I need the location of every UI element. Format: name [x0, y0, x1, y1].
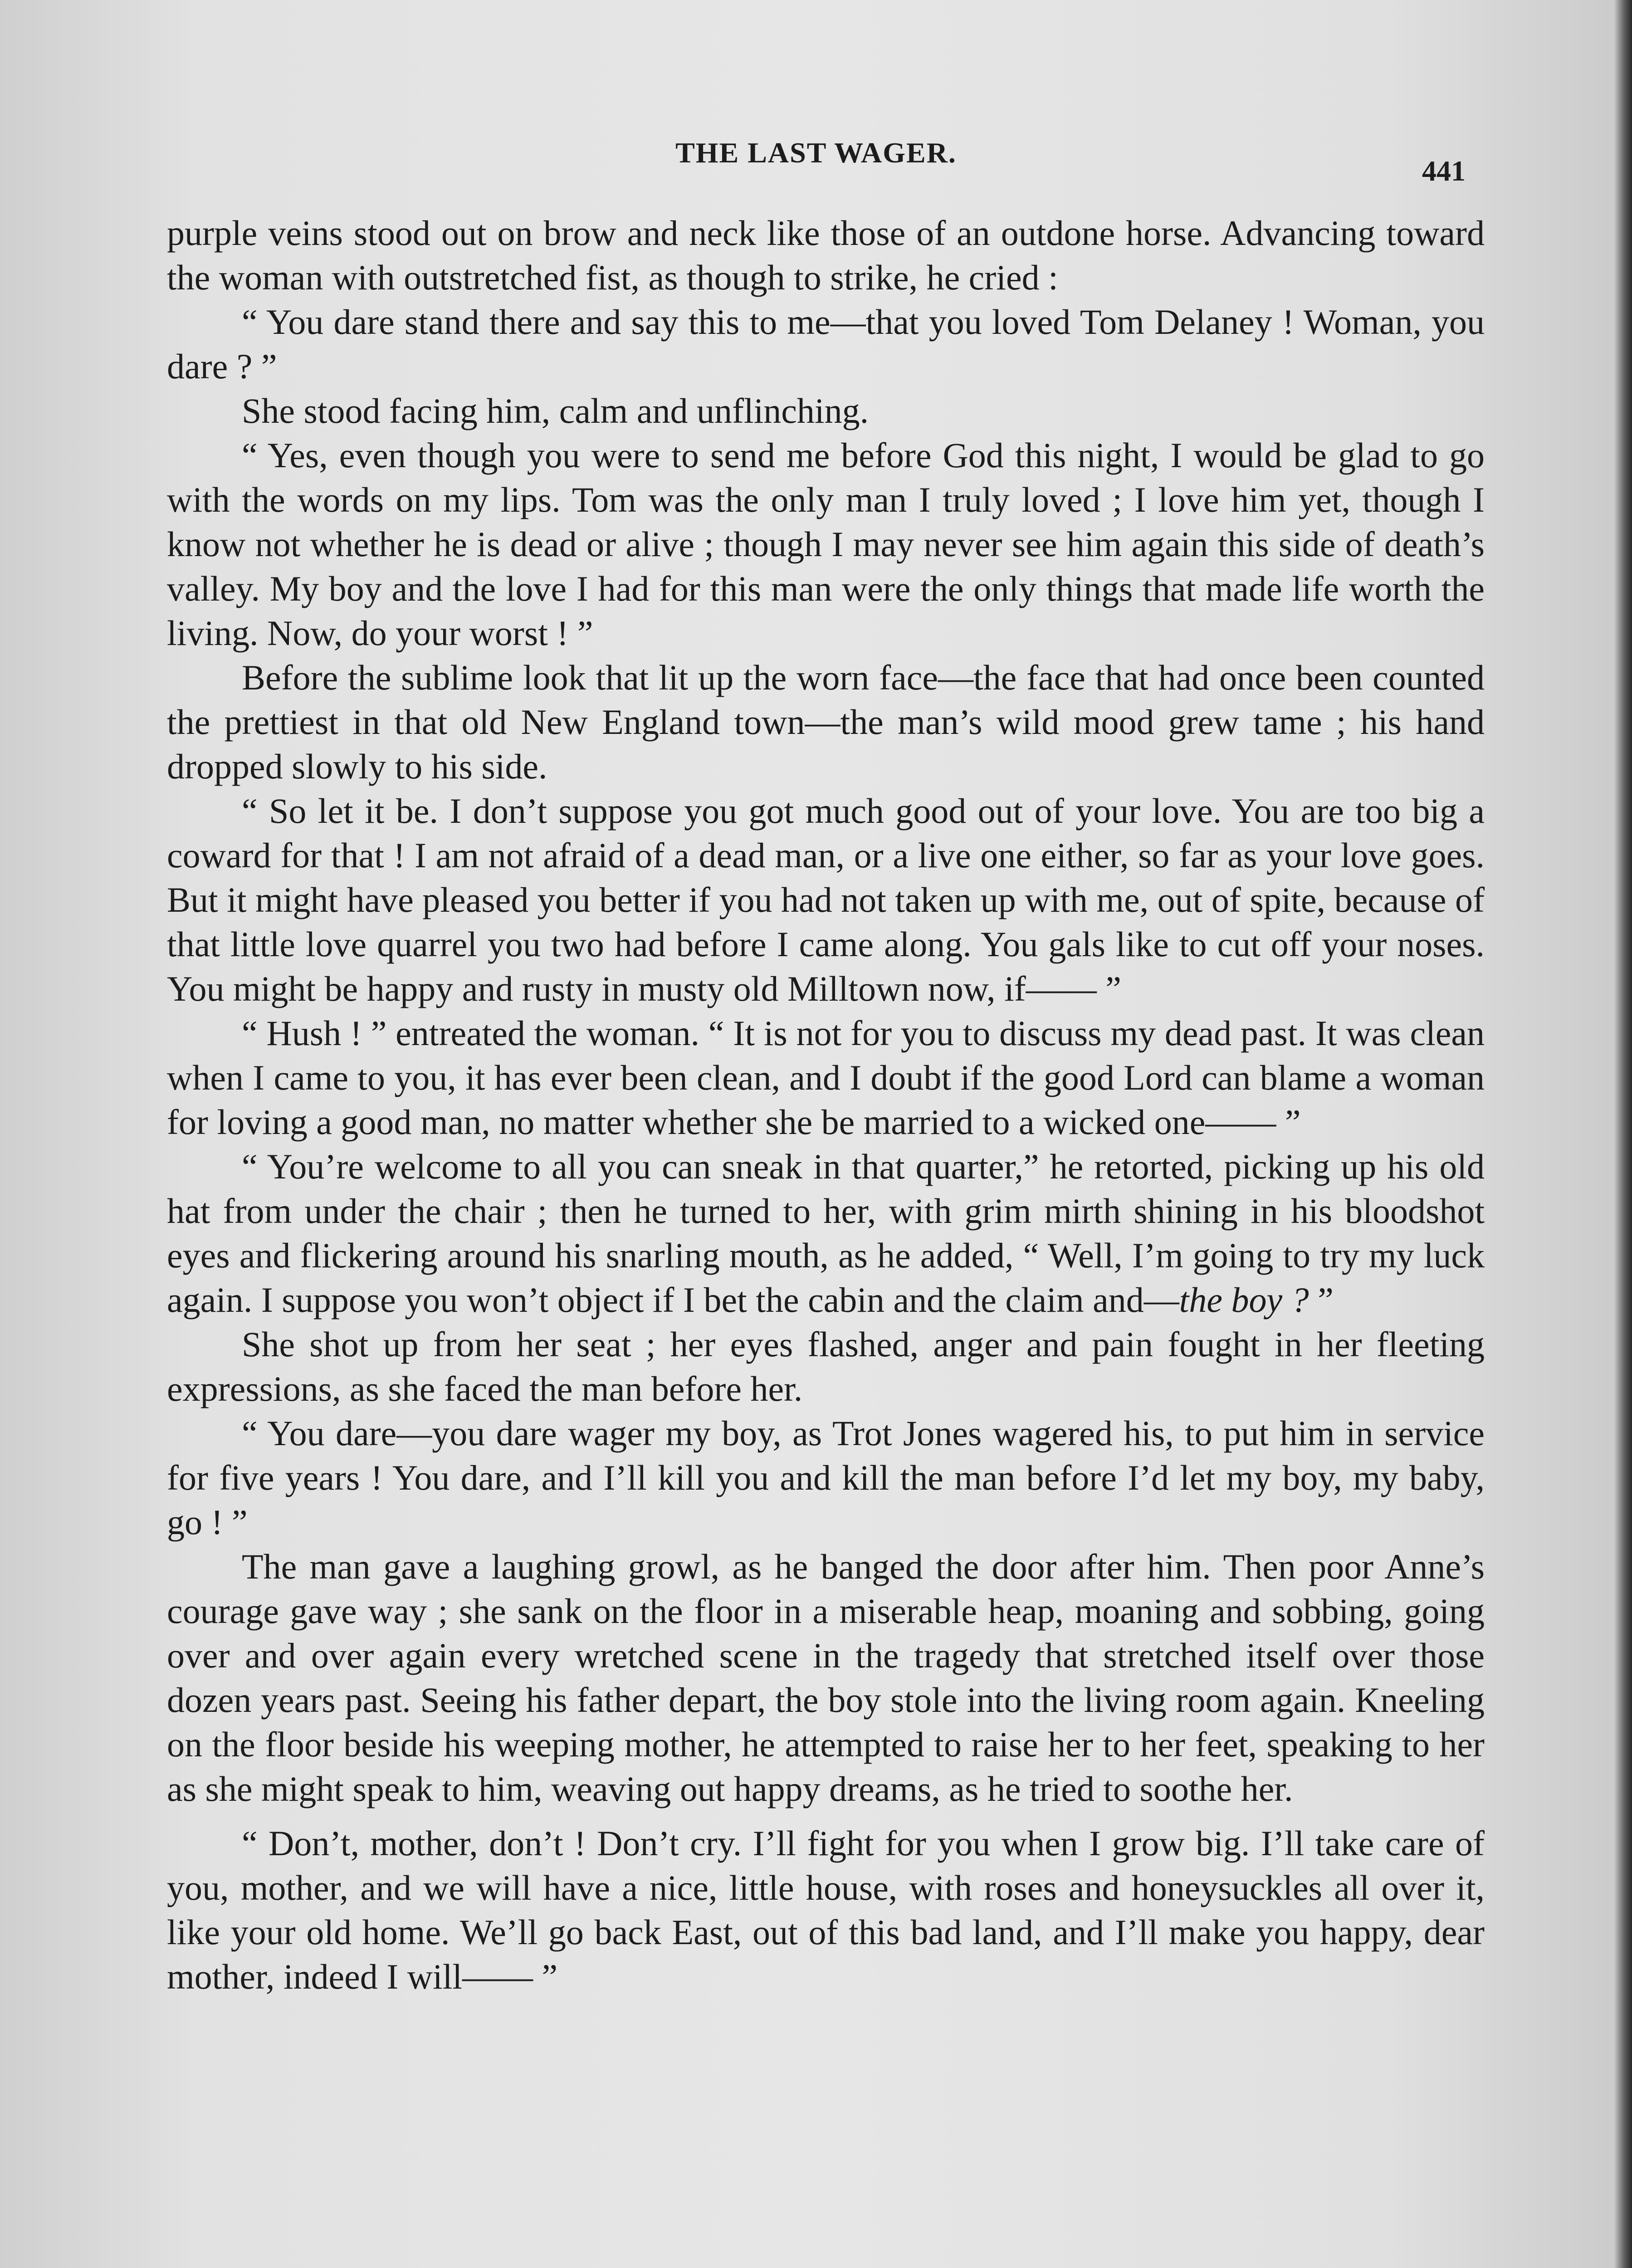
paragraph: purple veins stood out on brow and neck like those of an outdone horse. Advancing toward the woman with outstretched fist, as though to strike, he cried :	[167, 213, 1485, 297]
paragraph: “ You dare stand there and say this to me—that you loved Tom Delaney ! Woman, you dare ? ”	[167, 302, 1485, 386]
page-number: 441	[1422, 155, 1466, 187]
paragraph: “ You dare—you dare wager my boy, as Trot Jones wagered his, to put him in service for five years ! You dare, and I’ll kill you and kill the man before I’d let my boy, my baby, go ! ”	[167, 1413, 1485, 1542]
paragraph: “ Hush ! ” entreated the woman. “ It is not for you to discuss my dead past. It was clean when I came to you, it has ever been clean, and I doubt if the good Lord can blame a woman for loving a good man, no matter whether she be married to a wicked one—— ”	[167, 1013, 1485, 1142]
italic-phrase: the boy ?	[1179, 1280, 1309, 1320]
paragraph: “ Don’t, mother, don’t ! Don’t cry. I’ll fight for you when I grow big. I’ll take care of you, mother, and we will have a nice, little house, with roses and honeysuckles all over it, like your old home. We’ll go back East, out of this bad land, and I’ll make you happy, dear mother, indeed I will—— ”	[167, 1823, 1485, 1996]
story-body	[167, 211, 1485, 1999]
paragraph: “ Yes, even though you were to send me before God this night, I would be glad to go with the words on my lips. Tom was the only man I truly loved ; I love him yet, though I know not whether he is dead or alive ; though I may never see him again this side of death’s valley. My boy and the love I had for this man were the only things that made life worth the living. Now, do your worst ! ”	[167, 435, 1485, 653]
paragraph: She stood facing him, calm and unflinching.	[242, 391, 869, 430]
paragraph: “ So let it be. I don’t suppose you got much good out of your love. You are too big a coward for that ! I am not afraid of a dead man, or a live one either, so far as your love goes. But it might have pleased you better if you had not taken up with me, out of spite, because of that little love quarrel you two had before I came along. You gals like to cut off your noses. You might be happy and rusty in musty old Milltown now, if—— ”	[167, 791, 1485, 1008]
page-edge-shadow	[1614, 0, 1632, 2268]
paragraph: She shot up from her seat ; her eyes flashed, anger and pain fought in her fleeting expressions, as she faced the man before her.	[167, 1325, 1485, 1408]
paragraph-text: “ You’re welcome to all you can sneak in that quarter,” he retorted, picking up his old hat from under the chair ; then he turned to her, with grim mirth shining in his bloodshot eyes and flickering around his snarling mouth, as he added, “ Well, I’m going to try my luck again. I suppose you won’t object if I bet the cabin and the claim and—	[167, 1147, 1485, 1320]
running-head-title: THE LAST WAGER.	[675, 137, 957, 169]
paragraph-with-italic	[167, 1144, 1485, 1322]
paragraph: Before the sublime look that lit up the worn face—the face that had once been counted the prettiest in that old New England town—the man’s wild mood grew tame ; his hand dropped slowly to his side.	[167, 658, 1485, 786]
paragraph: The man gave a laughing growl, as he banged the door after him. Then poor Anne’s courage gave way ; she sank on the floor in a miserable heap, moaning and sobbing, going over and over again every wretched scene in the tragedy that stretched itself over those dozen years past. Seeing his father depart, the boy stole into the living room again. Kneeling on the floor beside his weeping mother, he attempted to raise her to her feet, speaking to her as she might speak to him, weaving out happy dreams, as he tried to soothe her.	[167, 1547, 1485, 1809]
paragraph-closing-quote: ”	[1309, 1280, 1334, 1320]
